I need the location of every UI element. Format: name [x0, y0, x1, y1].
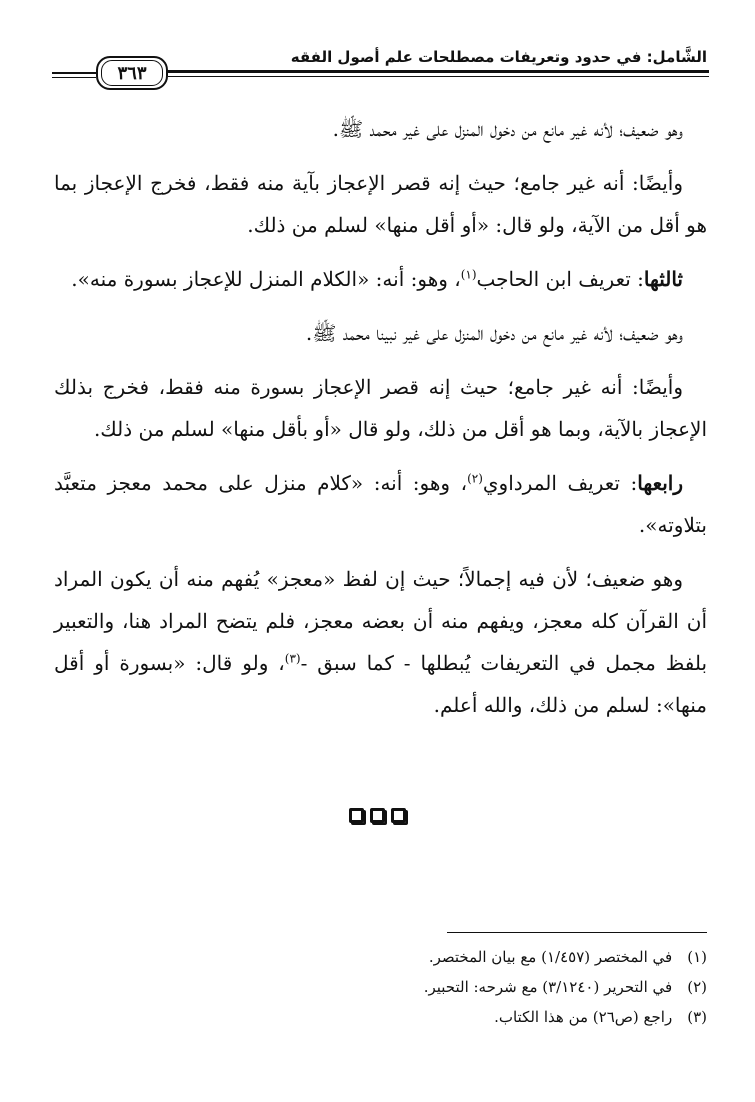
- paragraph: [54, 108, 707, 150]
- paragraph-text: : تعريف المرداوي: [482, 471, 638, 495]
- paragraph: [54, 366, 707, 450]
- footnote-text: في التحرير (٣/١٢٤٠) مع شرحه: التحبير.: [423, 978, 673, 996]
- footnote-text: في المختصر (١/٤٥٧) مع بيان المختصر.: [428, 948, 673, 966]
- footnote-text: راجع (ص٢٦) من هذا الكتاب.: [494, 1008, 673, 1026]
- footnote-ref[interactable]: (١): [460, 267, 477, 282]
- paragraph: [54, 462, 707, 546]
- paragraph-text: وهو ضعيف؛ لأن فيه إجمالاً؛ حيث إن لفظ «معجز» يُفهم منه أن يكون المراد أن القرآن كله معجز، ويفهم منه أن بعضه معجز، فلم يتضح المراد هنا، والتعبير بلفظ مجمل في التعريفات يُبطلها - كما سبق -: [54, 567, 708, 675]
- square-ornament-icon: [391, 808, 406, 823]
- paragraph: [54, 558, 707, 726]
- paragraph-lead: رابعها: [637, 471, 683, 495]
- header-rule-thin: [168, 76, 709, 77]
- paragraph-text: وأيضًا: أنه غير جامع؛ حيث إنه قصر الإعجاز بسورة منه فقط، فخرج بذلك الإعجاز بالآية، وبما هو أقل من ذلك، ولو قال «أو بأقل منها» لسلم من ذلك.: [54, 375, 707, 441]
- footnote-number: (١): [687, 948, 707, 966]
- footnote-ref[interactable]: (٣): [284, 651, 301, 666]
- paragraph-text: وهو ضعيف؛ لأنه غير مانع من دخول المنزل على غير نبينا محمد ﷺ.: [305, 321, 683, 345]
- section-end-ornament: [0, 808, 755, 823]
- paragraph-tail: ، ولو قال: «بسورة أو أقل منها»: لسلم من ذلك، والله أعلم.: [54, 651, 707, 717]
- paragraph-text: : تعريف ابن الحاجب: [476, 267, 644, 291]
- page-number: ٣٦٣: [101, 60, 163, 86]
- page-body: [54, 108, 707, 738]
- footnotes: [54, 942, 707, 1032]
- square-ornament-icon: [370, 808, 385, 823]
- footnote-number: (٣): [687, 1008, 707, 1026]
- paragraph: [54, 312, 707, 354]
- header-rule-left: [52, 72, 96, 74]
- paragraph-tail: ، وهو: أنه: «كلام منزل على محمد معجز متعبَّد بتلاوته».: [54, 471, 707, 537]
- footnote-ref[interactable]: (٢): [467, 471, 483, 486]
- paragraph-text: وأيضًا: أنه غير جامع؛ حيث إنه قصر الإعجاز بآية منه فقط، فخرج الإعجاز بما هو أقل من الآية، ولو قال: «أو أقل منها» لسلم من ذلك.: [54, 171, 707, 237]
- paragraph: [54, 162, 707, 246]
- running-header-title: الشَّامل: في حدود وتعريفات مصطلحات علم أصول الفقه: [290, 48, 707, 66]
- footnote-separator: [447, 932, 707, 933]
- paragraph-text: وهو ضعيف؛ لأنه غير مانع من دخول المنزل على غير محمد ﷺ.: [332, 117, 683, 141]
- footnote: [54, 1002, 707, 1032]
- square-ornament-icon: [349, 808, 364, 823]
- paragraph: [54, 258, 707, 300]
- footnote: [54, 942, 707, 972]
- paragraph-tail: ، وهو: أنه: «الكلام المنزل للإعجاز بسورة منه».: [71, 267, 461, 291]
- paragraph-lead: ثالثها: [643, 267, 683, 291]
- header-rule-left-thin: [52, 77, 96, 78]
- footnote: [54, 972, 707, 1002]
- footnote-number: (٢): [687, 978, 707, 996]
- header-rule: [168, 70, 709, 73]
